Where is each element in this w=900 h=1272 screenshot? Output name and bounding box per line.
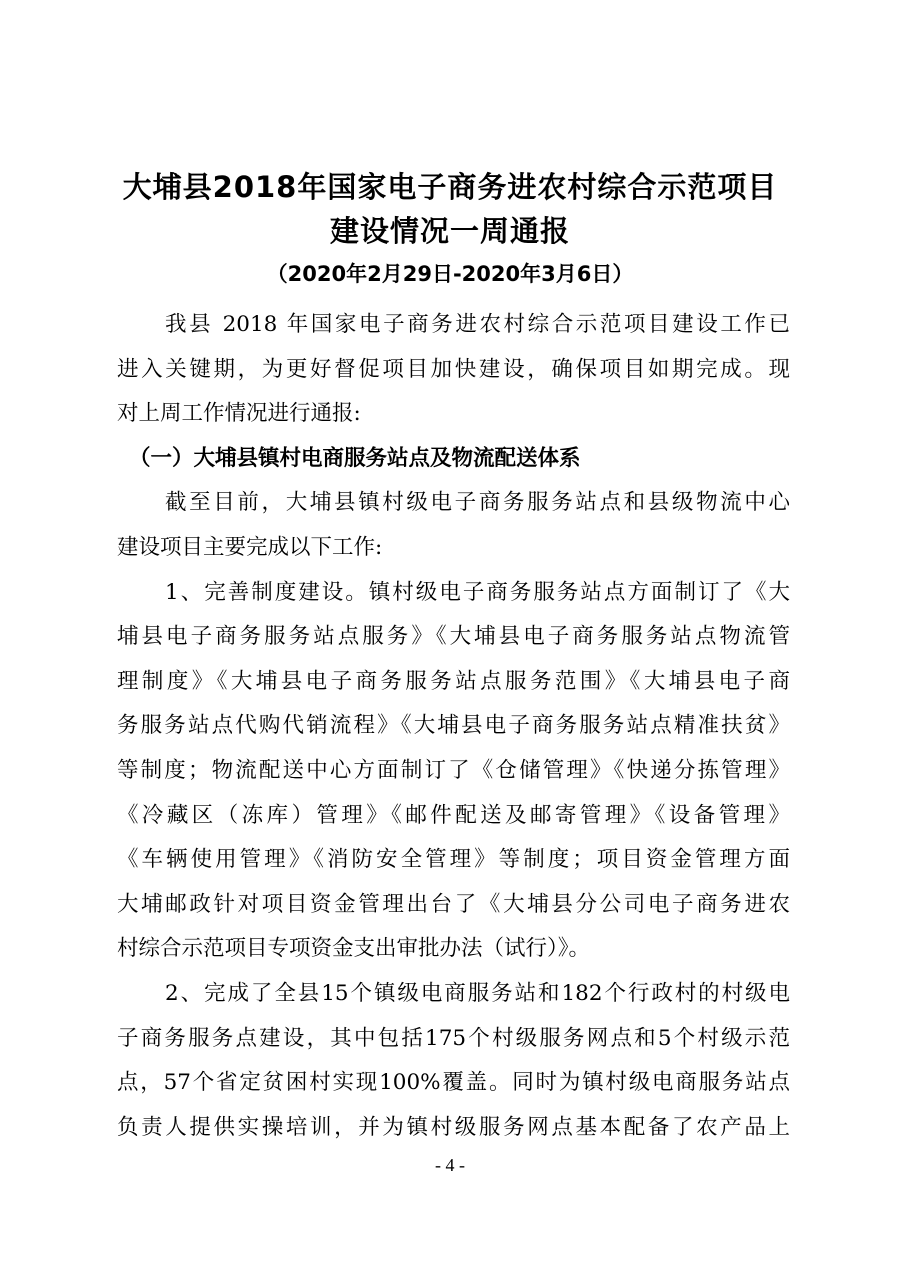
item-2-line: 2、完成了全县15个镇级电商服务站和182个行政村的村级电 (165, 980, 790, 1006)
item-1-line: 等制度；物流配送中心方面制订了《仓储管理》《快递分拣管理》 (117, 757, 790, 783)
section-intro-line: 建设项目主要完成以下工作: (117, 534, 383, 560)
item-1-line: 村综合示范项目专项资金支出审批办法（试行）》。 (117, 936, 591, 962)
intro-paragraph-line: 我县 2018 年国家电子商务进农村综合示范项目建设工作已 (165, 312, 790, 337)
page-number: - 4 - (435, 1155, 465, 1175)
item-1-line: 理制度》《大埔县电子商务服务站点服务范围》《大埔县电子商 (117, 668, 790, 694)
item-1-line: 《冷藏区（冻库）管理》《邮件配送及邮寄管理》《设备管理》 (117, 802, 790, 828)
document-body (117, 303, 790, 1150)
item-2-line: 点，57个省定贫困村实现100%覆盖。同时为镇村级电商服务站点 (117, 1070, 790, 1096)
document-title-line-2: 建设情况一周通报 (329, 214, 570, 248)
date-range: （2020年2月29日-2020年3月6日） (266, 262, 634, 286)
section-intro-line: 截至目前，大埔县镇村级电子商务服务站点和县级物流中心 (165, 490, 790, 516)
item-2-line: 负责人提供实操培训，并为镇村级服务网点基本配备了农产品上 (117, 1114, 790, 1140)
section-heading: （一）大埔县镇村电商服务站点及物流配送体系 (129, 445, 581, 471)
intro-paragraph-line: 对上周工作情况进行通报: (117, 401, 361, 427)
item-1-line: 大埔邮政针对项目资金管理出台了《大埔县分公司电子商务进农 (117, 891, 790, 917)
item-1-line: 务服务站点代购代销流程》《大埔县电子商务服务站点精准扶贫》 (117, 713, 790, 739)
item-1-line: 埔县电子商务服务站点服务》《大埔县电子商务服务站点物流管 (117, 624, 790, 650)
item-2-line: 子商务服务点建设，其中包括175个村级服务网点和5个村级示范 (117, 1025, 790, 1051)
item-1-line: 1、完善制度建设。镇村级电子商务服务站点方面制订了《大 (165, 579, 790, 605)
item-1-line: 《车辆使用管理》《消防安全管理》等制度；项目资金管理方面 (117, 847, 790, 873)
intro-paragraph-line: 进入关键期，为更好督促项目加快建设，确保项目如期完成。现 (117, 356, 790, 382)
document-title-line-1: 大埔县2018年国家电子商务进农村综合示范项目 (122, 170, 778, 204)
